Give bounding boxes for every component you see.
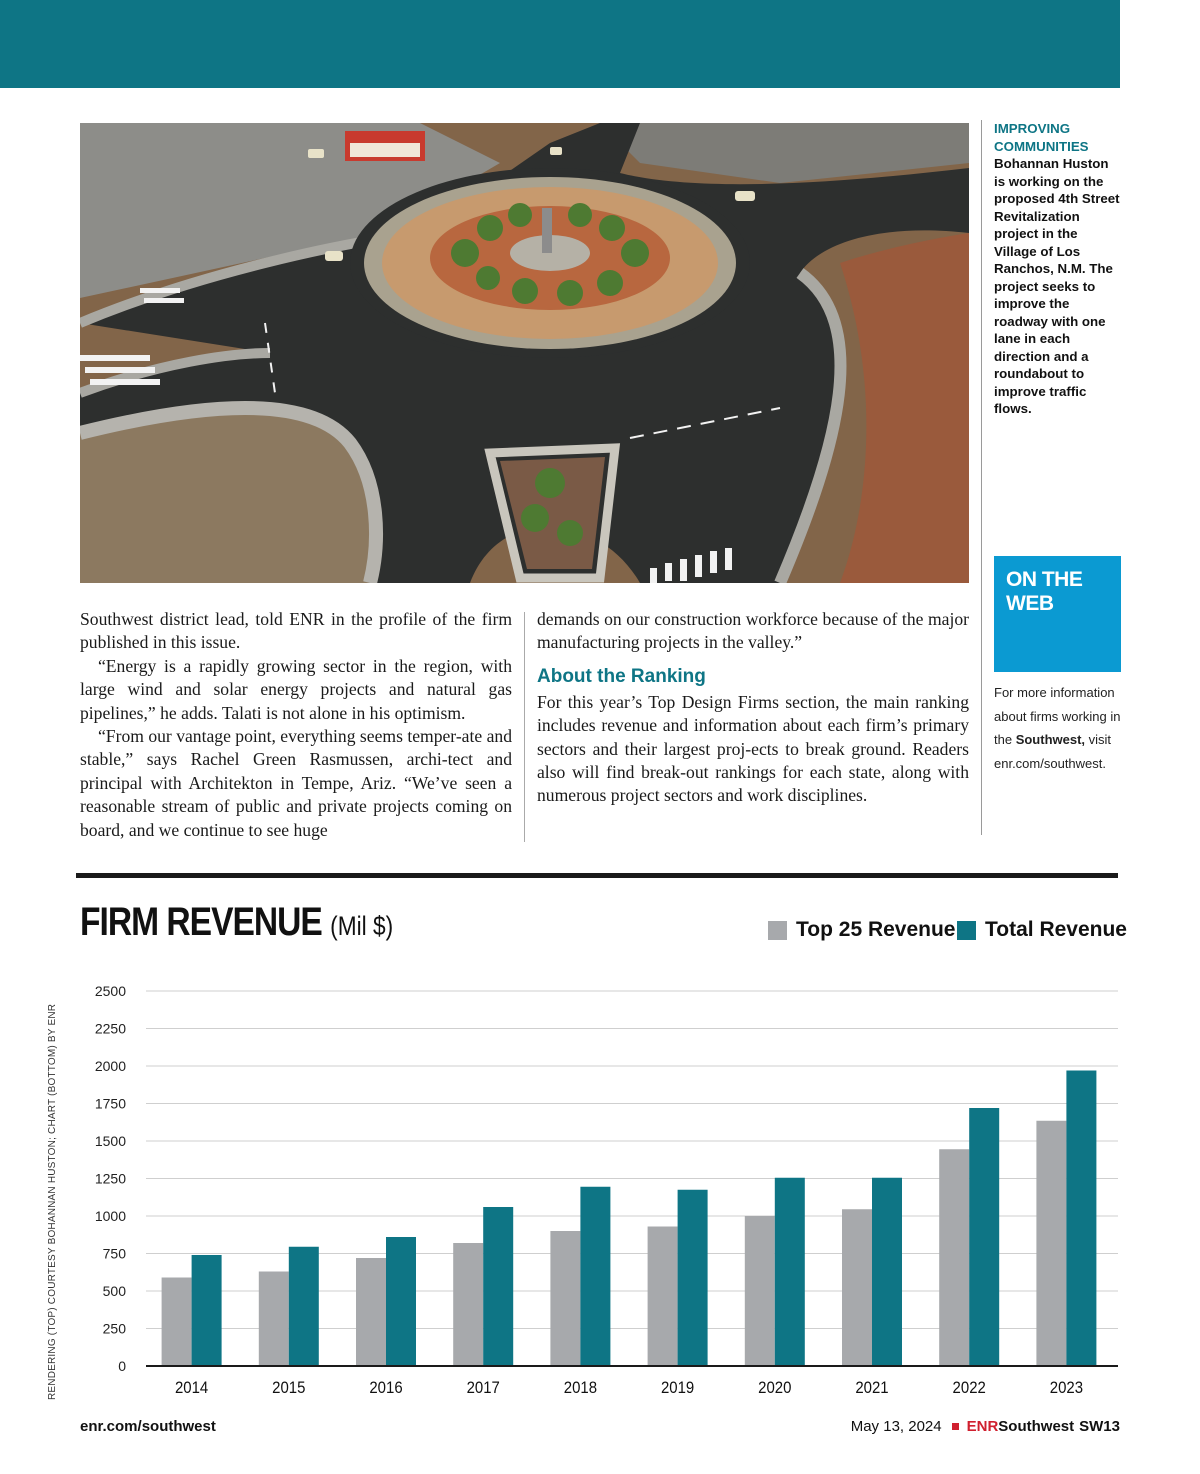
x-tick-label: 2020 (758, 1379, 792, 1398)
bar-top25-revenue (1036, 1121, 1066, 1366)
x-tick-label: 2015 (272, 1379, 306, 1398)
y-tick-label: 1750 (94, 1095, 126, 1112)
article-paragraph: demands on our construction workforce because of the major manufacturing projects in the valley.” (537, 609, 969, 653)
footer-square-icon (952, 1423, 959, 1430)
y-tick-label: 750 (102, 1245, 126, 1262)
legend-top25-label: Top 25 Revenue (796, 918, 956, 941)
footer-date: May 13, 2024 (850, 1418, 942, 1435)
bar-total-revenue (775, 1178, 805, 1366)
bar-top25-revenue (745, 1216, 775, 1366)
bar-top25-revenue (550, 1231, 580, 1366)
article-paragraph: “Energy is a rapidly growing sector in the region, with large wind and solar energy projects and natural gas pipelines,” he adds. Talati is not alone in his optimism. (80, 655, 512, 723)
bar-top25-revenue (648, 1227, 678, 1367)
caption-kicker: IMPROVING COMMUNITIES (994, 121, 1089, 154)
on-the-web-title: ON THE WEB (1006, 568, 1083, 615)
photo-credit: RENDERING (TOP) COURTESY BOHANNAN HUSTON; CHART (BOTTOM) BY ENR (47, 1003, 58, 1400)
footer-magazine: Southwest (998, 1418, 1075, 1435)
y-tick-label: 0 (118, 1358, 126, 1374)
bar-total-revenue (483, 1207, 513, 1366)
y-tick-label: 500 (102, 1283, 126, 1299)
bar-top25-revenue (259, 1272, 289, 1367)
web-text-pre: For more information about firms working in the (994, 685, 1121, 747)
x-tick-label: 2022 (952, 1379, 986, 1398)
y-tick-label: 250 (102, 1320, 126, 1337)
bar-top25-revenue (162, 1278, 192, 1367)
chart-title-text: FIRM REVENUE (80, 900, 322, 944)
x-tick-label: 2017 (466, 1379, 500, 1398)
article-paragraph: “From our vantage point, everything seems temper-ate and stable,” says Rachel Green Rasmussen, archi-tect and principal with Architekton in Tempe, Ariz. “We’ve seen a reasonable stream of public and private projects coming on board, and we continue to see huge (80, 726, 512, 840)
footer-brand: ENR (966, 1418, 999, 1435)
article-paragraph: Southwest district lead, told ENR in the profile of the firm published in this issue. (80, 609, 512, 653)
footer-page: SW13 (1079, 1418, 1120, 1435)
bar-top25-revenue (842, 1209, 872, 1366)
bar-total-revenue (1066, 1071, 1096, 1367)
legend-total-label: Total Revenue (985, 918, 1127, 941)
bar-total-revenue (872, 1178, 902, 1366)
bar-top25-revenue (356, 1258, 386, 1366)
x-tick-label: 2021 (855, 1379, 889, 1398)
caption-text: Bohannan Huston is working on the proposed 4th Street Revitalization project in the Village of Los Ranchos, N.M. The project seeks to improve the roadway with one lane in each direction and a roundabout to improve traffic flows. (994, 156, 1120, 416)
web-text-post: visit enr.com/southwest. (994, 732, 1112, 771)
web-text-bold: Southwest, (1015, 732, 1086, 747)
x-tick-label: 2016 (369, 1379, 403, 1398)
bar-top25-revenue (453, 1243, 483, 1366)
y-tick-label: 1500 (94, 1133, 126, 1149)
x-tick-label: 2014 (174, 1379, 209, 1398)
x-tick-label: 2023 (1049, 1379, 1084, 1398)
footer-url[interactable]: enr.com/southwest (80, 1418, 216, 1435)
article-paragraph: For this year’s Top Design Firms section, the main ranking includes revenue and information about each firm’s primary sectors and their largest proj-ects to break ground. Readers also will find break-out rankings for each state, along with numerous project sectors and work disciplines. (537, 691, 969, 806)
bar-total-revenue (192, 1255, 222, 1366)
bar-total-revenue (678, 1190, 708, 1366)
bar-total-revenue (969, 1108, 999, 1366)
bar-top25-revenue (939, 1149, 969, 1366)
section-heading: About the Ranking (537, 665, 706, 687)
y-tick-label: 1250 (94, 1170, 126, 1187)
y-tick-label: 2000 (94, 1058, 126, 1074)
x-tick-label: 2019 (660, 1379, 695, 1398)
x-tick-label: 2018 (563, 1379, 598, 1398)
bar-total-revenue (580, 1187, 610, 1366)
y-tick-label: 2500 (94, 983, 126, 999)
y-tick-label: 1000 (94, 1208, 126, 1224)
chart-units: (Mil $) (330, 911, 394, 941)
bar-total-revenue (386, 1237, 416, 1366)
y-tick-label: 2250 (94, 1020, 126, 1037)
bar-total-revenue (289, 1247, 319, 1366)
footer-folio (851, 1418, 1120, 1435)
